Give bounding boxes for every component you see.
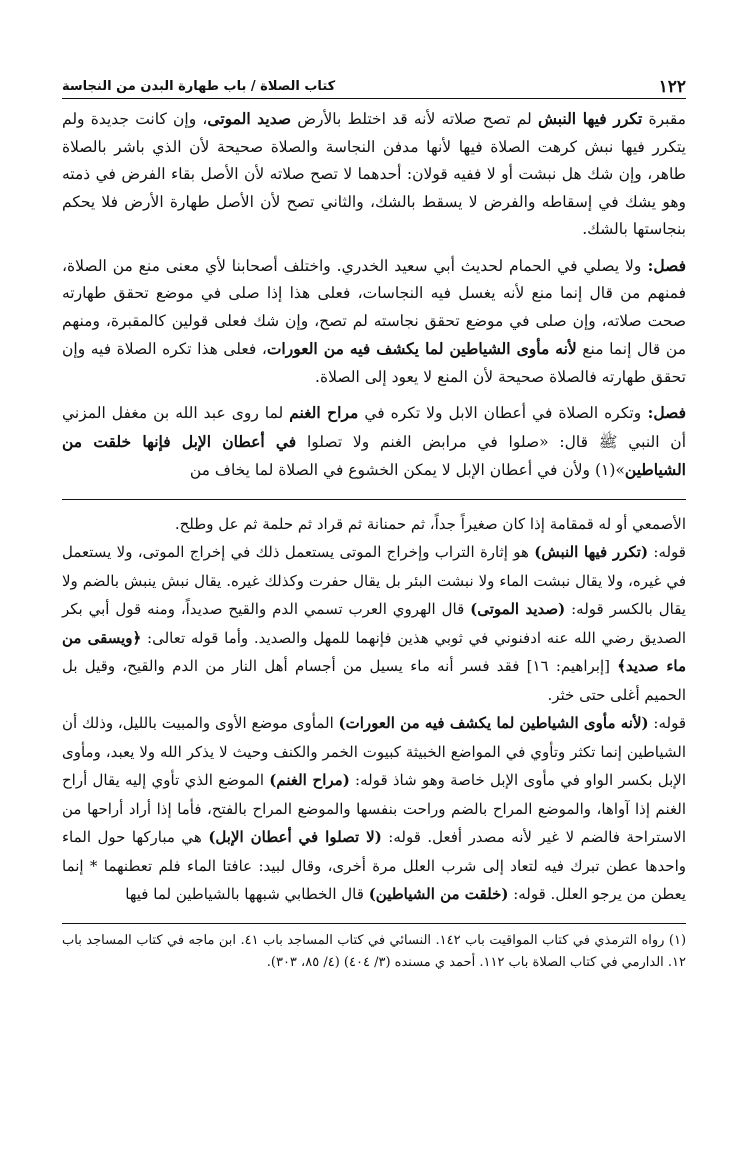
text-run: »: [615, 461, 625, 479]
text-run: (١): [594, 461, 616, 479]
commentary: [62, 510, 686, 909]
text-run: ، وإن كانت جديدة ولم يتكرر فيها نبش كرهت الصلاة فيها لأنها مدفن النجاسة والصلاة صحيحة لأن الذي باشر بالصلاة طاهر، وإن شك هل نبشت أو لا ففيه قولان: أحدهما لا تصح صلاته لأن الأصل بقاء الفرض في ذمته وهو يشك في إسقاطه والفرض لا يسقط بالشك، والثاني تصح لأن الأصل طهارة الأرض فلا يحكم بنجاستها بالشك.: [62, 110, 686, 238]
page-number: ١٢٢: [658, 77, 686, 97]
footnote-1: (١) رواه الترمذي في كتاب المواقيت باب ١٤٢. النسائي في كتاب المساجد باب ٤١. ابن ماجه في كتاب المساجد باب ١٢. الدارمي في كتاب الصلاة باب ١١٢. أحمد ي مسنده (٣/ ٤٠٤) (٤/ ٨٥، ٣٠٣).: [62, 932, 687, 970]
book-page: [62, 72, 686, 974]
bold-term: صديد الموتى: [207, 109, 292, 128]
text-run: لم تصح صلاته لأنه قد اختلط بالأرض: [291, 110, 538, 128]
text-run: الموضع الذي تأوي إليه يقال أراح الغنم إذا آواها، والموضع المراح بالضم وراحت بنفسها والموضع المراح بالفتح، فأما إذا أراد أراحها من الاستراحة فالضم لا غير لأنه مصدر أفعل. قوله:: [62, 771, 686, 846]
bold-term: (مراح الغنم): [269, 771, 350, 789]
bold-term: (خلقت من الشياطين): [368, 885, 509, 903]
text-run: هي مباركها حول الماء واحدها عطن تبرك فيه لتعاد إلى شرب العلل مرة أخرى، وقال لبيد: عافتا الماء فلم تعطنهما * إنما يعطن من يرجو العلل. قوله:: [62, 828, 686, 903]
running-title: كتاب الصلاة / باب طهارة البدن من النجاسة: [62, 79, 336, 94]
commentary-paragraph-1: [62, 510, 686, 539]
bold-term: (لأنه مأوى الشياطين لما يكشف فيه من العورات): [338, 714, 649, 732]
paragraph-1: [62, 105, 686, 244]
bold-term: فصل:: [641, 403, 686, 422]
text-run: قوله:: [648, 543, 686, 561]
text-run: المأوى موضع الأوى والمبيت بالليل، وذلك أن الشياطين إنما تكثر وتأوي في المواضع الخبيثة كبيوت الخمر والكنف وحيث لا يذكر الله ولا يعبد، ومأوى الإبل بكسر الواو في مأوى الإبل خاصة وهو شاذ قوله:: [62, 714, 686, 789]
commentary-divider: [62, 499, 686, 500]
main-text: [62, 105, 686, 485]
text-run: ولا يصلي في الحمام لحديث أبي سعيد الخدري. واختلف أصحابنا لأي معنى منع من الصلاة، فمنهم من قال إنما منع لأنه يغسل فيه النجاسات، فعلى هذا إذا صلى في موضع تحقق طهارته صحت صلاته، وإن صلى في موضع تحقق نجاسته لم تصح، وإن شك فعلى قولين كالمقبرة، ومنهم من قال إنما منع: [62, 256, 686, 358]
text-run: ولأن في أعطان الإبل لا يمكن الخشوع في الصلاة لما يخاف من: [189, 461, 595, 479]
text-run: وتكره الصلاة في أعطان الابل ولا تكره في: [358, 404, 642, 422]
commentary-paragraph-3: [62, 709, 686, 909]
paragraph-2: [62, 252, 686, 392]
text-run: ، فعلى هذا تكره الصلاة فيه وإن تحقق طهارته فالصلاة صحيحة لأن المنع لا يعود إلى الصلاة.: [62, 340, 686, 386]
text-run: لما روى عبد الله بن مغفل المزني أن النبي ﷺ قال: «صلوا في مرابض الغنم ولا تصلوا: [62, 404, 686, 451]
bold-term: فصل:: [641, 255, 686, 275]
bold-term: تكرر فيها النبش: [537, 109, 643, 128]
bold-term: في أعطان الإبل فإنها خلقت من الشياطين: [62, 431, 686, 479]
commentary-paragraph-2: [62, 538, 686, 709]
running-header: [62, 72, 686, 99]
text-run: هو إثارة التراب وإخراج الموتى يستعمل ذلك في إخراج الموتى، ولا يستعمل في غيره، ولا يقال نبشت الماء ولا نبشت البئر بل يقال حفرت وكذلك غيره. يقال نبش ينبش بالضم ولا يقال بالكسر قوله:: [62, 543, 686, 618]
bold-term: (صديد الموتى): [470, 600, 566, 618]
text-run: قوله:: [648, 714, 686, 732]
text-run: قال الخطابي شبهها بالشياطين لما فيها: [125, 885, 369, 903]
paragraph-3: [62, 399, 686, 485]
text-run: [إبراهيم: ١٦] فقد فسر أنه ماء يسيل من أجسام أهل النار من الدم والقيح، وقيل بل الحميم أغلى حتى خثر.: [62, 657, 686, 704]
bold-term: مراح الغنم: [289, 403, 359, 422]
footnote-divider: [62, 923, 686, 924]
text-run: الأصمعي أو له قمقامة إذا كان صغيراً جداً، ثم حمنانة ثم قراد ثم حلمة ثم عل وطلح.: [174, 514, 686, 533]
bold-term: (لا تصلوا في أعطان الإبل): [208, 828, 382, 846]
bold-term: لأنه مأوى الشياطين لما يكشف فيه من العورات: [266, 339, 577, 358]
footnotes: [62, 930, 686, 974]
bold-term: ﴿ويسقى من ماء صديد﴾: [62, 628, 686, 675]
text-run: مقبرة: [642, 110, 686, 128]
bold-term: (تكرر فيها النبش): [534, 543, 649, 561]
text-run: قال الهروي العرب تسمي الدم والقيح صديداً، ومنه قول أبي بكر الصديق رضي الله عنه ادفنوني في ثوبي هذين فإنهما للمهل والصديد. وأما قوله تعالى:: [62, 600, 686, 647]
